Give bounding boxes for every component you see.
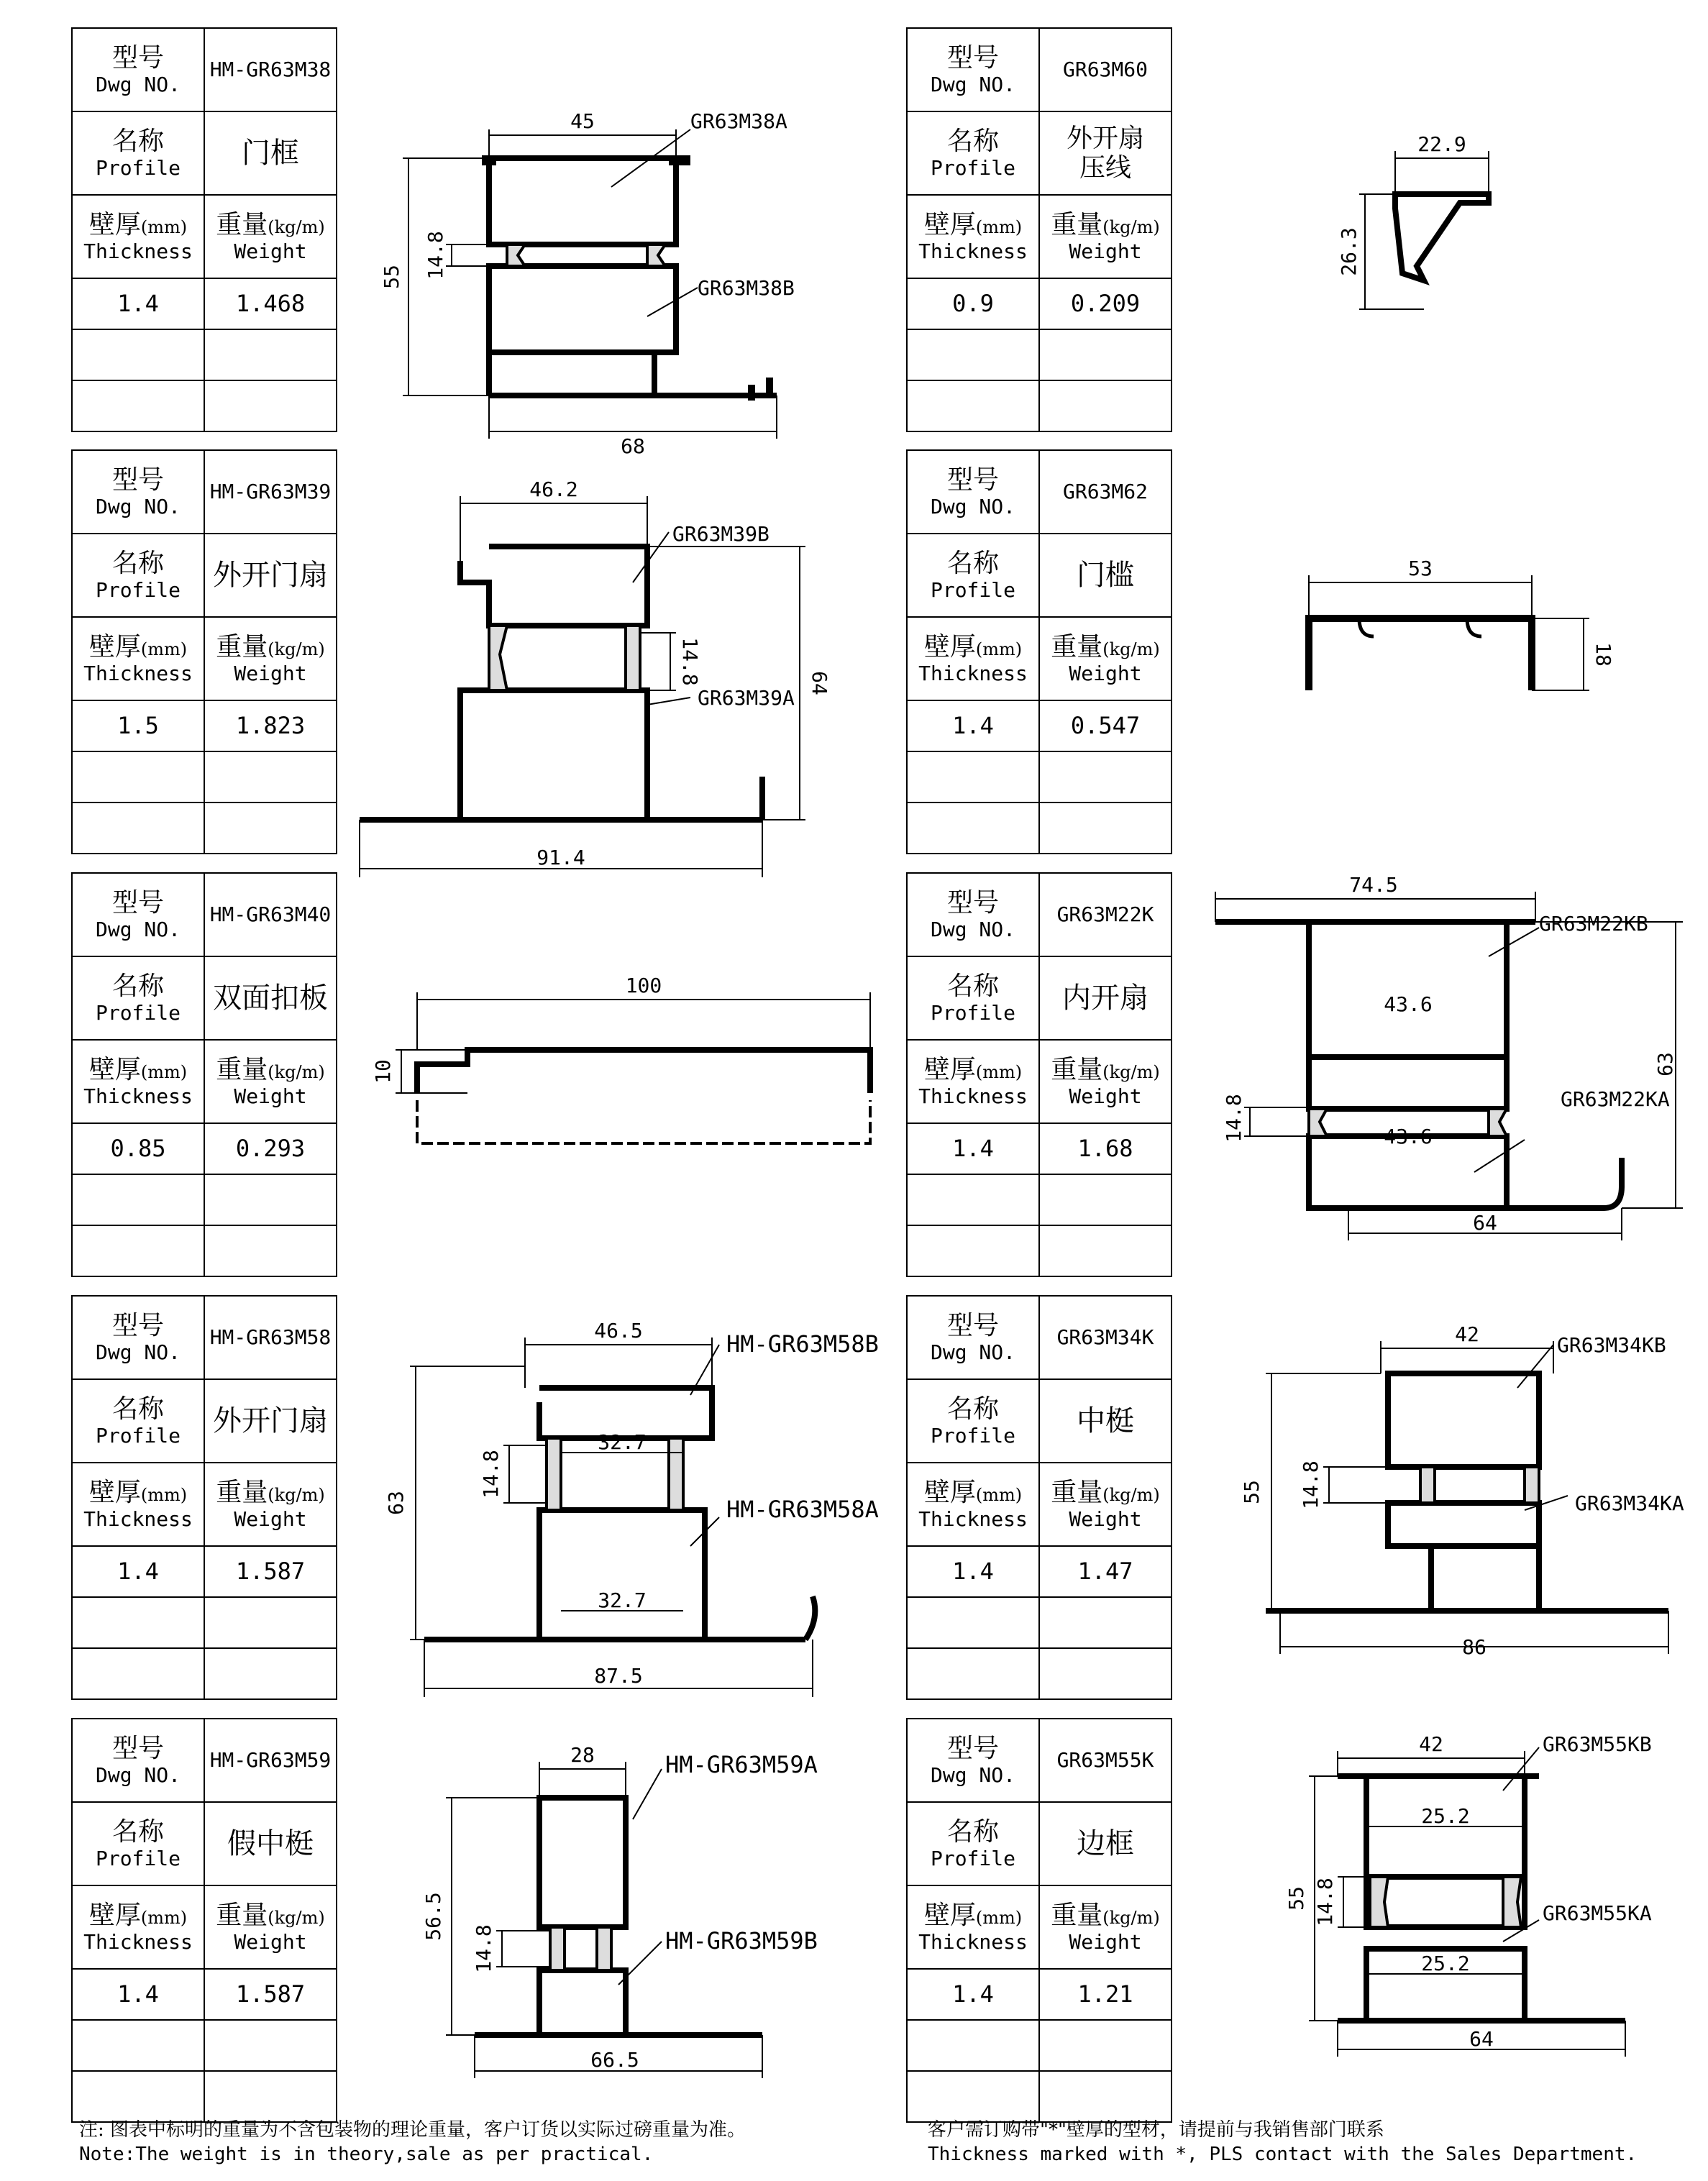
part-label: HM-GR63M58B — [726, 1330, 879, 1358]
weight-value: 0.547 — [1039, 700, 1172, 751]
weight-value: 1.823 — [204, 700, 337, 751]
dim-label: 32.7 — [598, 1588, 647, 1612]
note-left-cn: 注: 图表中标明的重量为不含包装物的理论重量，客户订货以实际过磅重量为准。 — [79, 2119, 746, 2141]
part-label: HM-GR63M59B — [665, 1927, 818, 1954]
dim-label: 68 — [621, 434, 645, 458]
part-label: GR63M22KB — [1539, 912, 1648, 936]
thickness-value: 1.5 — [72, 700, 204, 751]
spec-table-4: 型号 Dwg NO. HM-GR63M40 名称 Profile 双面扣板 壁厚(mm) Thickness 重量(kg/m) Weight 0.85 0.293 — [71, 872, 337, 1277]
dwg-number: HM-GR63M40 — [204, 873, 337, 956]
dim-label: 91.4 — [536, 846, 585, 869]
profile-drawing-9 — [1266, 1726, 1697, 2071]
part-label: HM-GR63M59A — [665, 1751, 818, 1778]
thickness-value: 1.4 — [72, 278, 204, 329]
dim-label: 14.8 — [678, 637, 702, 686]
weight-value: 1.21 — [1039, 1969, 1172, 2020]
note-right-en: Thickness marked with *, PLS contact with the Sales Department. — [928, 2144, 1638, 2165]
part-label: GR63M38A — [690, 109, 787, 133]
thickness-value: 0.9 — [907, 278, 1039, 329]
dwg-number: HM-GR63M38 — [204, 28, 337, 111]
dim-label: 25.2 — [1421, 1804, 1470, 1828]
profile-drawing-7 — [1237, 1316, 1697, 1668]
spec-table-6: 型号 Dwg NO. HM-GR63M58 名称 Profile 外开门扇 壁厚(mm) Thickness 重量(kg/m) Weight 1.4 1.587 — [71, 1295, 337, 1700]
profile-name: 内开扇 — [1039, 956, 1172, 1040]
profile-drawing-8 — [417, 1733, 906, 2107]
dim-label: 42 — [1455, 1322, 1479, 1346]
dim-label: 18 — [1591, 642, 1615, 667]
thickness-value: 1.4 — [72, 1969, 204, 2020]
dim-label: 28 — [570, 1743, 595, 1767]
part-label: GR63M39B — [672, 522, 769, 546]
dim-label: 87.5 — [594, 1664, 643, 1688]
dim-label: 55 — [1284, 1886, 1308, 1911]
part-label: HM-GR63M58A — [726, 1496, 879, 1523]
note-left — [79, 2118, 746, 2167]
weight-value: 0.209 — [1039, 278, 1172, 329]
thickness-value: 1.4 — [907, 1969, 1039, 2020]
profile-drawing-1 — [1316, 122, 1532, 338]
dim-label: 14.8 — [1299, 1460, 1323, 1509]
thickness-value: 1.4 — [72, 1546, 204, 1597]
weight-value: 1.47 — [1039, 1546, 1172, 1597]
thickness-value: 1.4 — [907, 1123, 1039, 1174]
part-label: GR63M38B — [698, 276, 795, 300]
dim-label: 25.2 — [1421, 1952, 1470, 1975]
profile-drawing-5 — [1201, 870, 1690, 1258]
note-right — [928, 2118, 1637, 2167]
dim-label: 64 — [808, 671, 831, 695]
dim-label: 74.5 — [1349, 873, 1398, 897]
profile-name: 外开扇压线 — [1039, 111, 1172, 195]
profile-name: 双面扣板 — [204, 956, 337, 1040]
dwg-number: GR63M34K — [1039, 1296, 1172, 1379]
dim-label: 46.5 — [594, 1319, 643, 1343]
dim-label: 14.8 — [424, 231, 447, 280]
profile-name: 外开门扇 — [204, 1379, 337, 1463]
part-label: GR63M34KB — [1557, 1333, 1666, 1357]
dim-label: 66.5 — [590, 2048, 639, 2072]
part-label: GR63M55KB — [1543, 1732, 1652, 1756]
profile-name: 门槛 — [1039, 534, 1172, 617]
profile-name: 边框 — [1039, 1802, 1172, 1885]
profile-name: 门框 — [204, 111, 337, 195]
profile-name: 外开门扇 — [204, 534, 337, 617]
dim-label: 43.6 — [1384, 1125, 1433, 1148]
dim-label: 10 — [371, 1059, 395, 1084]
dim-label: 64 — [1469, 2027, 1494, 2051]
dim-label: 14.8 — [479, 1450, 503, 1499]
note-left-en: Note:The weight is in theory,sale as per practical. — [79, 2144, 654, 2165]
spec-table-3: 型号 Dwg NO. GR63M62 名称 Profile 门槛 壁厚(mm) Thickness 重量(kg/m) Weight 1.4 0.547 — [906, 449, 1172, 854]
profile-drawing-0 — [374, 101, 805, 458]
profile-name: 假中梃 — [204, 1802, 337, 1885]
dim-label: 43.6 — [1384, 992, 1433, 1016]
thickness-value: 1.4 — [907, 1546, 1039, 1597]
dim-label: 86 — [1462, 1635, 1486, 1659]
profile-drawing-2 — [345, 475, 849, 877]
weight-value: 1.587 — [204, 1546, 337, 1597]
dim-label: 55 — [1240, 1480, 1264, 1504]
profile-name: 中梃 — [1039, 1379, 1172, 1463]
dwg-number: GR63M55K — [1039, 1719, 1172, 1802]
weight-value: 1.68 — [1039, 1123, 1172, 1174]
spec-table-5: 型号 Dwg NO. GR63M22K 名称 Profile 内开扇 壁厚(mm) Thickness 重量(kg/m) Weight 1.4 1.68 — [906, 872, 1172, 1277]
dim-label: 14.8 — [1313, 1878, 1337, 1926]
note-right-cn: 客户需订购带"*"壁厚的型材，请提前与我销售部门联系 — [928, 2119, 1384, 2141]
dim-label: 55 — [380, 265, 403, 289]
profile-drawing-3 — [1280, 547, 1625, 705]
spec-table-7: 型号 Dwg NO. GR63M34K 名称 Profile 中梃 壁厚(mm) Thickness 重量(kg/m) Weight 1.4 1.47 — [906, 1295, 1172, 1700]
dim-label: 14.8 — [472, 1924, 495, 1973]
dwg-number: HM-GR63M59 — [204, 1719, 337, 1802]
part-label: GR63M34KA — [1575, 1491, 1684, 1515]
weight-value: 0.293 — [204, 1123, 337, 1174]
dim-label: 63 — [384, 1491, 408, 1515]
dim-label: 42 — [1419, 1732, 1443, 1756]
weight-value: 1.468 — [204, 278, 337, 329]
spec-table-8: 型号 Dwg NO. HM-GR63M59 名称 Profile 假中梃 壁厚(mm) Thickness 重量(kg/m) Weight 1.4 1.587 — [71, 1718, 337, 2123]
profile-drawing-6 — [374, 1309, 921, 1697]
dim-label: 14.8 — [1222, 1094, 1246, 1143]
dim-label: 26.3 — [1337, 227, 1361, 276]
spec-table-9: 型号 Dwg NO. GR63M55K 名称 Profile 边框 壁厚(mm) Thickness 重量(kg/m) Weight 1.4 1.21 — [906, 1718, 1172, 2123]
part-label: GR63M22KA — [1561, 1087, 1670, 1111]
dim-label: 56.5 — [421, 1892, 445, 1941]
spec-table-2: 型号 Dwg NO. HM-GR63M39 名称 Profile 外开门扇 壁厚(mm) Thickness 重量(kg/m) Weight 1.5 1.823 — [71, 449, 337, 854]
part-label: GR63M39A — [698, 686, 795, 710]
spec-table-0: 型号 Dwg NO. HM-GR63M38 名称 Profile 门框 壁厚(mm) Thickness 重量(kg/m) Weight 1.4 1.468 — [71, 27, 337, 432]
dim-label: 100 — [625, 974, 662, 997]
dim-label: 22.9 — [1417, 132, 1466, 156]
dwg-number: HM-GR63M58 — [204, 1296, 337, 1379]
thickness-value: 0.85 — [72, 1123, 204, 1174]
thickness-value: 1.4 — [907, 700, 1039, 751]
dwg-number: GR63M22K — [1039, 873, 1172, 956]
dim-label: 64 — [1473, 1211, 1497, 1235]
part-label: GR63M55KA — [1543, 1901, 1652, 1925]
profile-drawing-4 — [367, 971, 899, 1165]
dwg-number: GR63M62 — [1039, 450, 1172, 534]
dim-label: 32.7 — [598, 1430, 647, 1454]
spec-table-1: 型号 Dwg NO. GR63M60 名称 Profile 外开扇压线 壁厚(mm) Thickness 重量(kg/m) Weight 0.9 0.209 — [906, 27, 1172, 432]
dim-label: 53 — [1408, 557, 1433, 580]
weight-value: 1.587 — [204, 1969, 337, 2020]
dim-label: 63 — [1653, 1052, 1677, 1076]
dwg-number: HM-GR63M39 — [204, 450, 337, 534]
dim-label: 46.2 — [529, 477, 578, 501]
dim-label: 45 — [570, 109, 595, 133]
dwg-number: GR63M60 — [1039, 28, 1172, 111]
